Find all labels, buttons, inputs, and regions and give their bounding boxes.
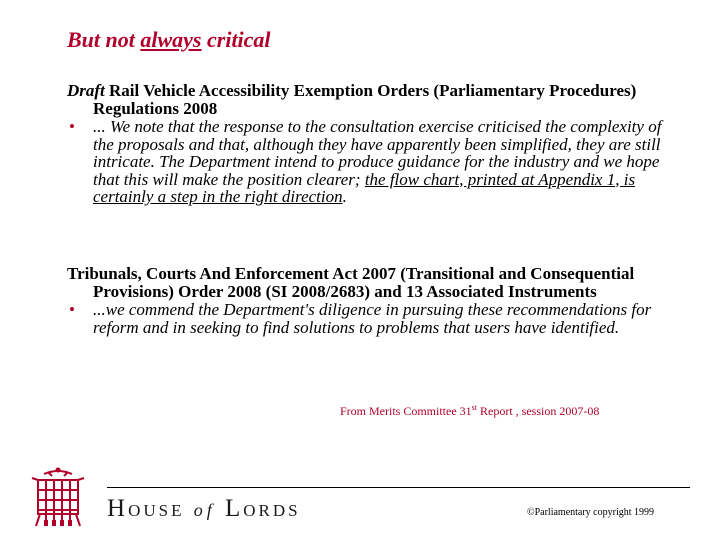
source-citation (340, 403, 599, 419)
section2-bullet-text: ...we commend the Department's diligence in pursuing these recommendations for reform and in seeking to find solutions to problems that users have identified. (93, 300, 652, 337)
slide-title (67, 27, 271, 53)
section1-heading (67, 82, 667, 117)
house-of-lords-wordmark (107, 495, 301, 523)
copyright-notice: ©Parliamentary copyright 1999 (527, 507, 655, 518)
house-h: H (107, 495, 129, 522)
source-before: From Merits Committee 31 (340, 404, 472, 418)
section2-bullet (67, 301, 667, 336)
section1-heading-rest: Rail Vehicle Accessibility Exemption Orders (Parliamentary Procedures) Regulations 2008 (93, 81, 637, 118)
section1-heading-italic: Draft (67, 81, 105, 100)
footer-divider (107, 487, 690, 488)
house-ouse: OUSE (128, 501, 185, 520)
bullet-icon: • (69, 117, 75, 136)
source-after: Report , session 2007-08 (477, 404, 600, 418)
section1-bullet-text: ... We note that the response to the consultation exercise criticised the complexity of the proposals and that, although they have apparently been simplified, they are still intricate. The Department intend to produce guidance for the industry and we hope that this will make the position clearer; (93, 117, 662, 189)
section1-bullet (67, 118, 667, 206)
house-of: of (193, 500, 216, 520)
house-l: L (224, 495, 244, 522)
house-ords: ORDS (243, 501, 301, 520)
section-tribunals (67, 265, 667, 336)
section1-bullet-underlined: the flow chart, printed at Appendix 1, is certainly a step in the right direction (93, 169, 636, 206)
section2-heading: Tribunals, Courts And Enforcement Act 2007 (Transitional and Consequential Provisions) Order 2008 (SI 2008/2683) and 13 Associated Instruments (67, 264, 635, 301)
title-after: critical (201, 27, 271, 52)
portcullis-icon (28, 466, 88, 532)
section1-bullet-end: . (342, 187, 347, 206)
section-rail-vehicle (67, 82, 667, 206)
source-superscript: st (471, 403, 478, 412)
title-before: But not (67, 27, 141, 52)
title-underlined: always (140, 27, 202, 52)
bullet-icon: • (69, 300, 75, 319)
